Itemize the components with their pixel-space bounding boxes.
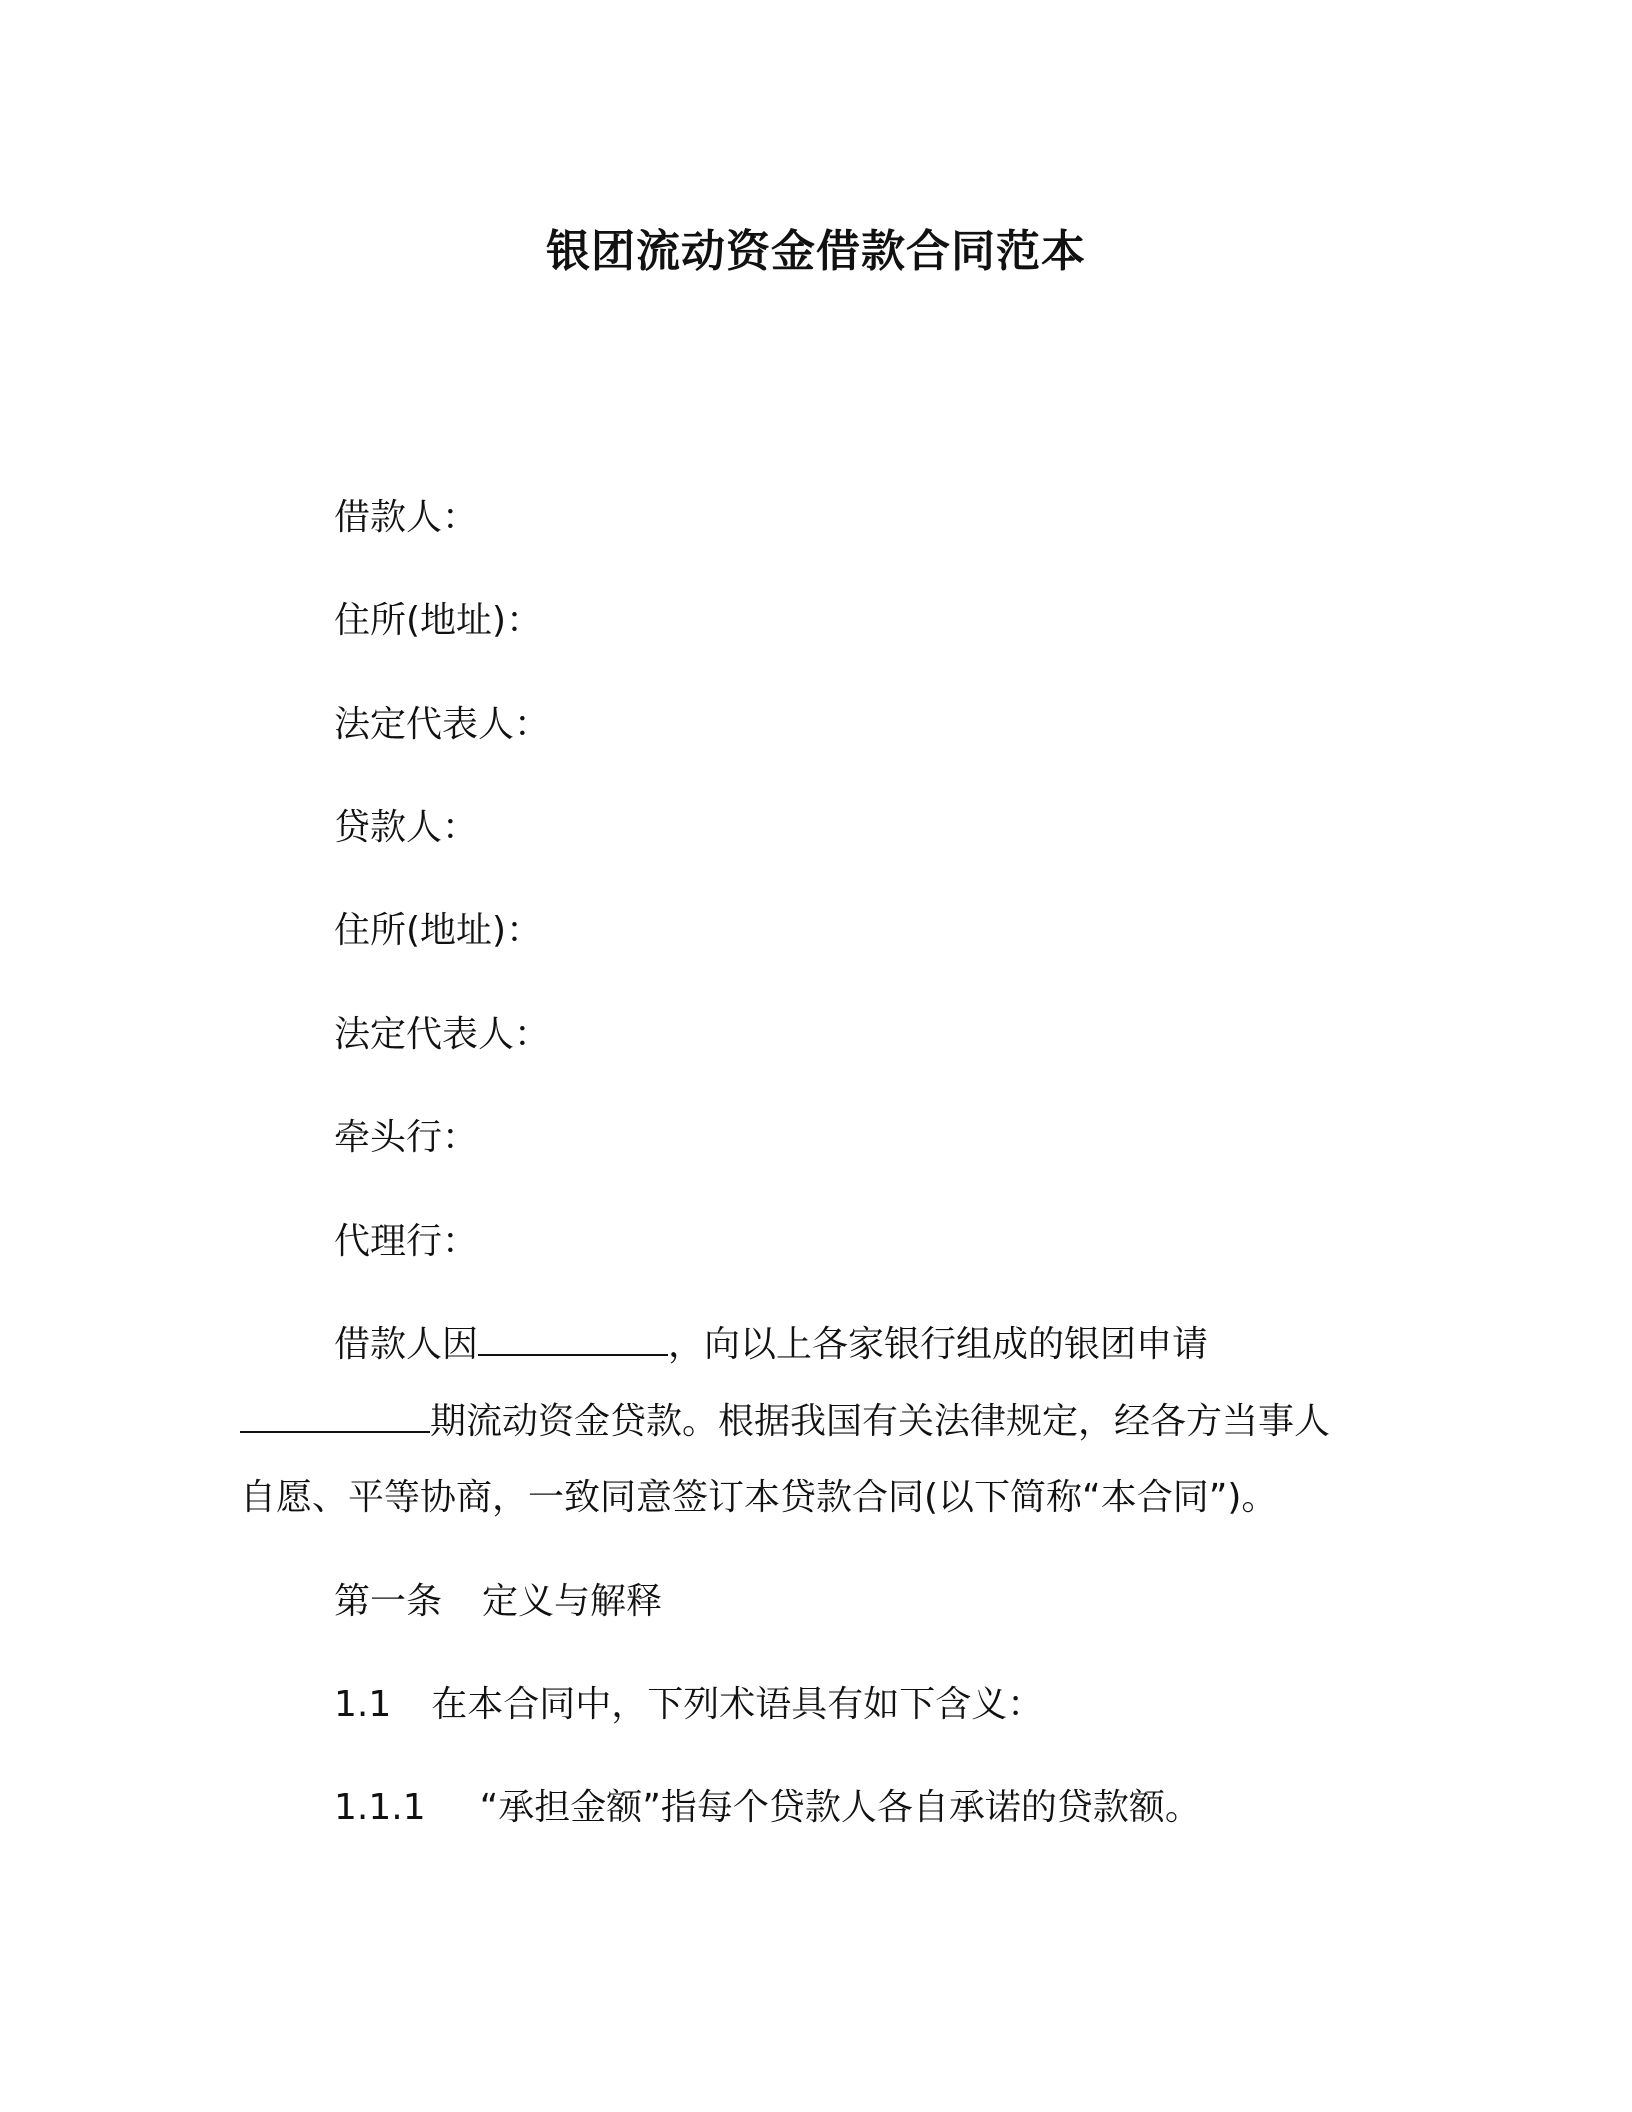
field-borrower-address: 住所(地址)： (334, 600, 543, 641)
preamble-line-3: 自愿、平等协商，一致同意签订本贷款合同(以下简称“本合同”)。 (240, 1477, 1278, 1518)
field-lender-legal-rep: 法定代表人： (334, 1014, 551, 1055)
blank-amount (240, 1397, 430, 1433)
field-agent-bank: 代理行： (334, 1221, 479, 1262)
clause-number: 1.1 (334, 1684, 392, 1725)
preamble-text: ，向以上各家银行组成的银团申请 (668, 1324, 1209, 1365)
preamble-line-1 (334, 1320, 1208, 1369)
clause-text: 在本合同中，下列术语具有如下含义： (431, 1684, 1044, 1725)
article-1-heading (334, 1578, 662, 1626)
field-lead-bank: 牵头行： (334, 1117, 479, 1158)
clause-1-1-1 (334, 1784, 1201, 1832)
blank-reason (478, 1320, 668, 1356)
article-heading: 定义与解释 (482, 1581, 663, 1622)
field-borrower: 借款人： (334, 497, 479, 538)
document-title: 银团流动资金借款合同范本 (546, 226, 1086, 277)
clause-text: “承担金额”指每个贷款人各自承诺的贷款额。 (479, 1787, 1201, 1828)
clause-number: 1.1.1 (334, 1787, 426, 1828)
clause-1-1 (334, 1681, 1043, 1729)
field-borrower-legal-rep: 法定代表人： (334, 704, 551, 745)
preamble-text: 期流动资金贷款。根据我国有关法律规定，经各方当事人 (430, 1401, 1331, 1442)
preamble-text: 借款人因 (334, 1324, 479, 1365)
field-lender-address: 住所(地址)： (334, 910, 543, 951)
preamble-line-2 (240, 1397, 1330, 1446)
article-number: 第一条 (334, 1581, 443, 1622)
field-lender: 贷款人： (334, 807, 479, 848)
